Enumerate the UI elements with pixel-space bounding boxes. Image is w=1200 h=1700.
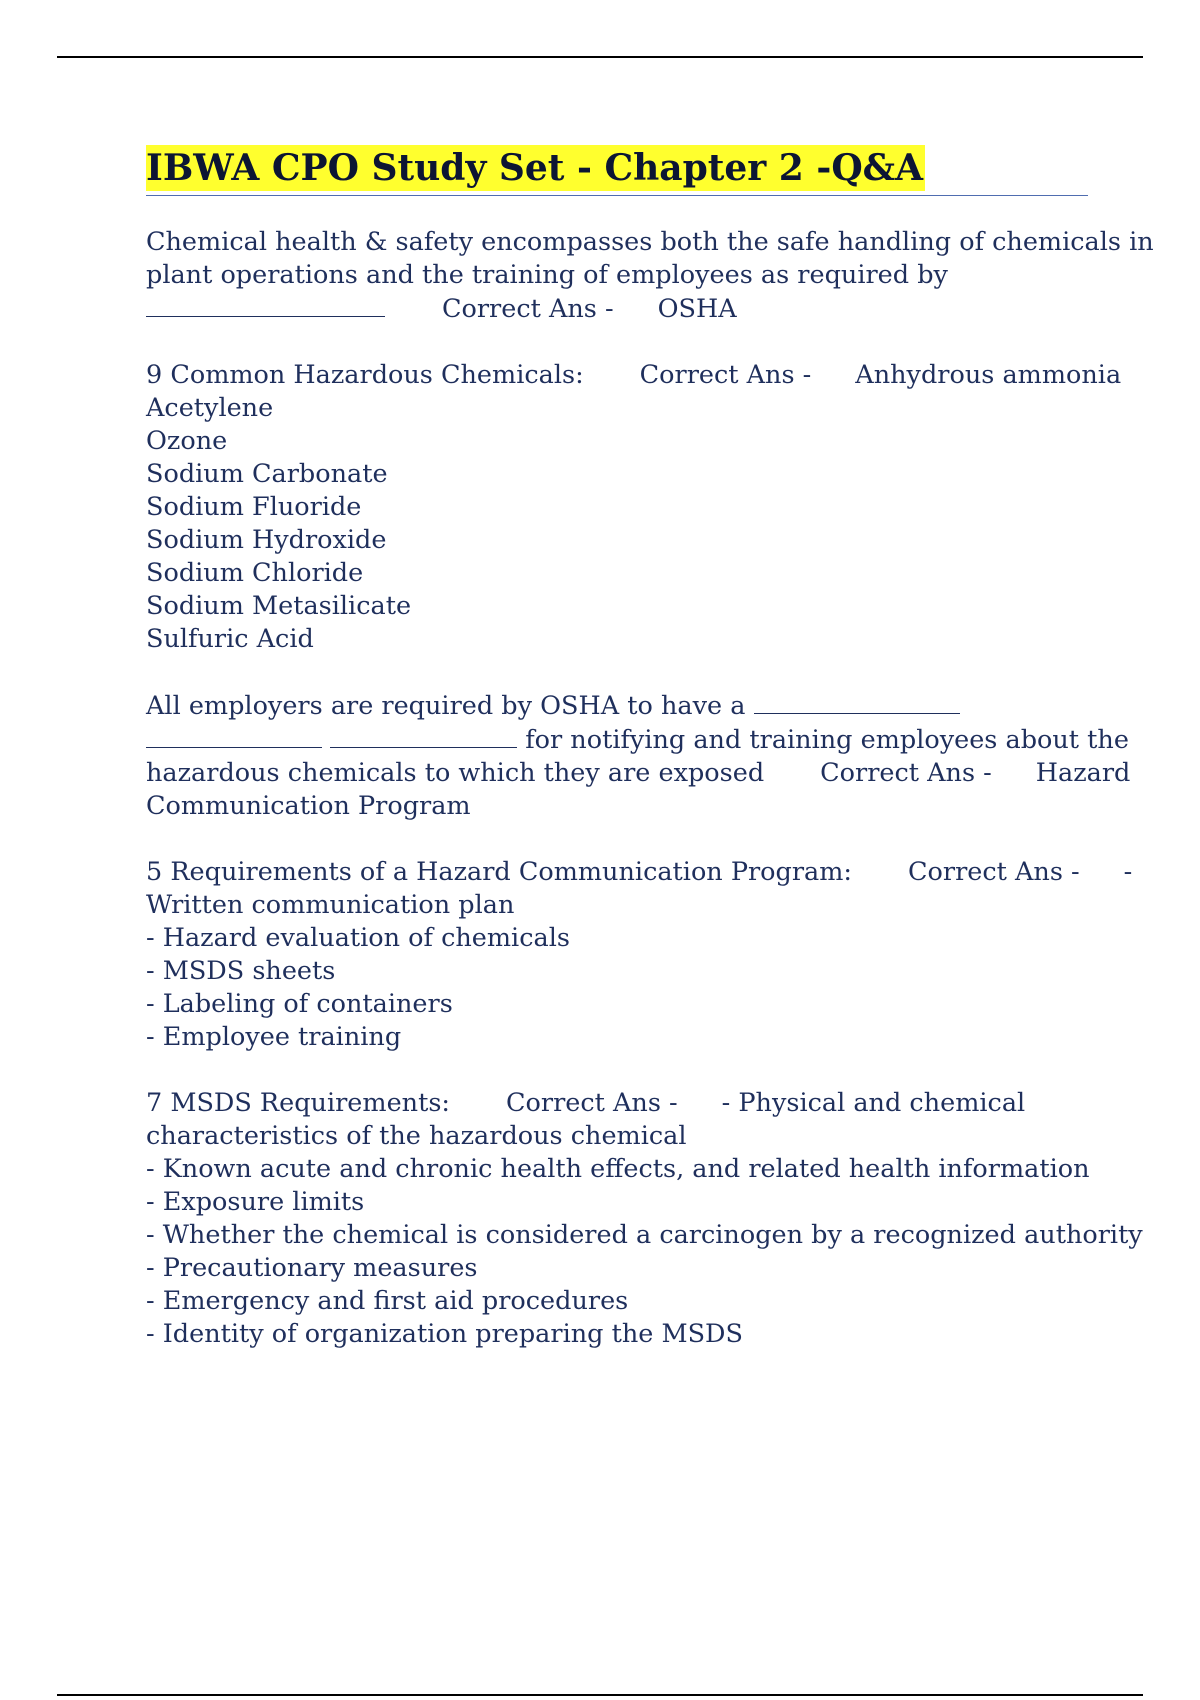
answer-line: - Labeling of containers (146, 989, 453, 1019)
answer-line: Sodium Metasilicate (146, 591, 412, 621)
qa-item-5 (146, 1087, 1143, 1351)
answer-line: Written communication plan (146, 890, 515, 920)
answer-line: - MSDS sheets (146, 956, 336, 986)
qa-item-3 (146, 689, 1131, 823)
answer-line: - Known acute and chronic health effects, and related health information (146, 1154, 1090, 1184)
answer-line: - Hazard evaluation of chemicals (146, 923, 570, 953)
question-line (146, 856, 1133, 889)
answer-label: Correct Ans - (506, 1088, 678, 1118)
answer-line: - Employee training (146, 1022, 402, 1052)
answer-line: Sodium Chloride (146, 558, 364, 588)
qa-item-1 (146, 226, 1154, 326)
question-line (146, 723, 1129, 757)
answer-label: Correct Ans - (820, 758, 992, 788)
answer-line: Acetylene (146, 393, 274, 423)
question-line (146, 757, 1131, 790)
answer-text: Hazard (1035, 758, 1131, 788)
question-text: All employers are required by OSHA to have a (146, 691, 746, 721)
fill-in-blank (146, 723, 322, 748)
title-block (146, 145, 1088, 196)
document-body (146, 145, 1154, 1384)
answer-line: Sulfuric Acid (146, 624, 314, 654)
answer-line: - Whether the chemical is considered a carcinogen by a recognized authority (146, 1220, 1143, 1250)
qa-item-2 (146, 359, 1122, 656)
answer-line: - Exposure limits (146, 1187, 365, 1217)
fill-in-blank (754, 689, 960, 714)
answer-label: Correct Ans - (639, 360, 812, 390)
answer-text: - Physical and chemical (721, 1088, 1026, 1118)
fill-in-blank (330, 723, 517, 748)
answer-line: Sodium Carbonate (146, 459, 388, 489)
question-text: 5 Requirements of a Hazard Communication Program: (146, 857, 853, 887)
answer-text: Anhydrous ammonia (855, 360, 1122, 390)
qa-item-4 (146, 856, 1133, 1054)
answer-line (146, 292, 1088, 326)
answer-line: Sodium Fluoride (146, 492, 362, 522)
answer-line: Ozone (146, 426, 228, 456)
fill-in-blank (146, 292, 385, 317)
question-line: plant operations and the training of employees as required by (146, 260, 948, 290)
page-bottom-rule (57, 1694, 1143, 1696)
document-title: IBWA CPO Study Set - Chapter 2 -Q&A (146, 147, 924, 189)
answer-line: - Emergency and first aid procedures (146, 1286, 629, 1316)
answer-label: Correct Ans - (442, 294, 614, 324)
page-top-rule (57, 56, 1143, 58)
answer-line: Communication Program (146, 791, 471, 821)
answer-line: Sodium Hydroxide (146, 525, 387, 555)
question-text: 9 Common Hazardous Chemicals: (146, 360, 584, 390)
question-line (146, 689, 1088, 723)
answer-text: - (1123, 857, 1133, 887)
answer-text: OSHA (657, 294, 737, 324)
answer-line: - Identity of organization preparing the MSDS (146, 1319, 743, 1349)
question-text: for notifying and training employees about the (525, 725, 1129, 755)
question-line: Chemical health & safety encompasses both the safe handling of chemicals in (146, 227, 1154, 257)
question-text: hazardous chemicals to which they are exposed (146, 758, 765, 788)
question-line (146, 359, 1122, 392)
question-text: 7 MSDS Requirements: (146, 1088, 451, 1118)
answer-label: Correct Ans - (908, 857, 1080, 887)
question-line (146, 1087, 1088, 1120)
answer-line: - Precautionary measures (146, 1253, 478, 1283)
answer-line: characteristics of the hazardous chemical (146, 1121, 687, 1151)
